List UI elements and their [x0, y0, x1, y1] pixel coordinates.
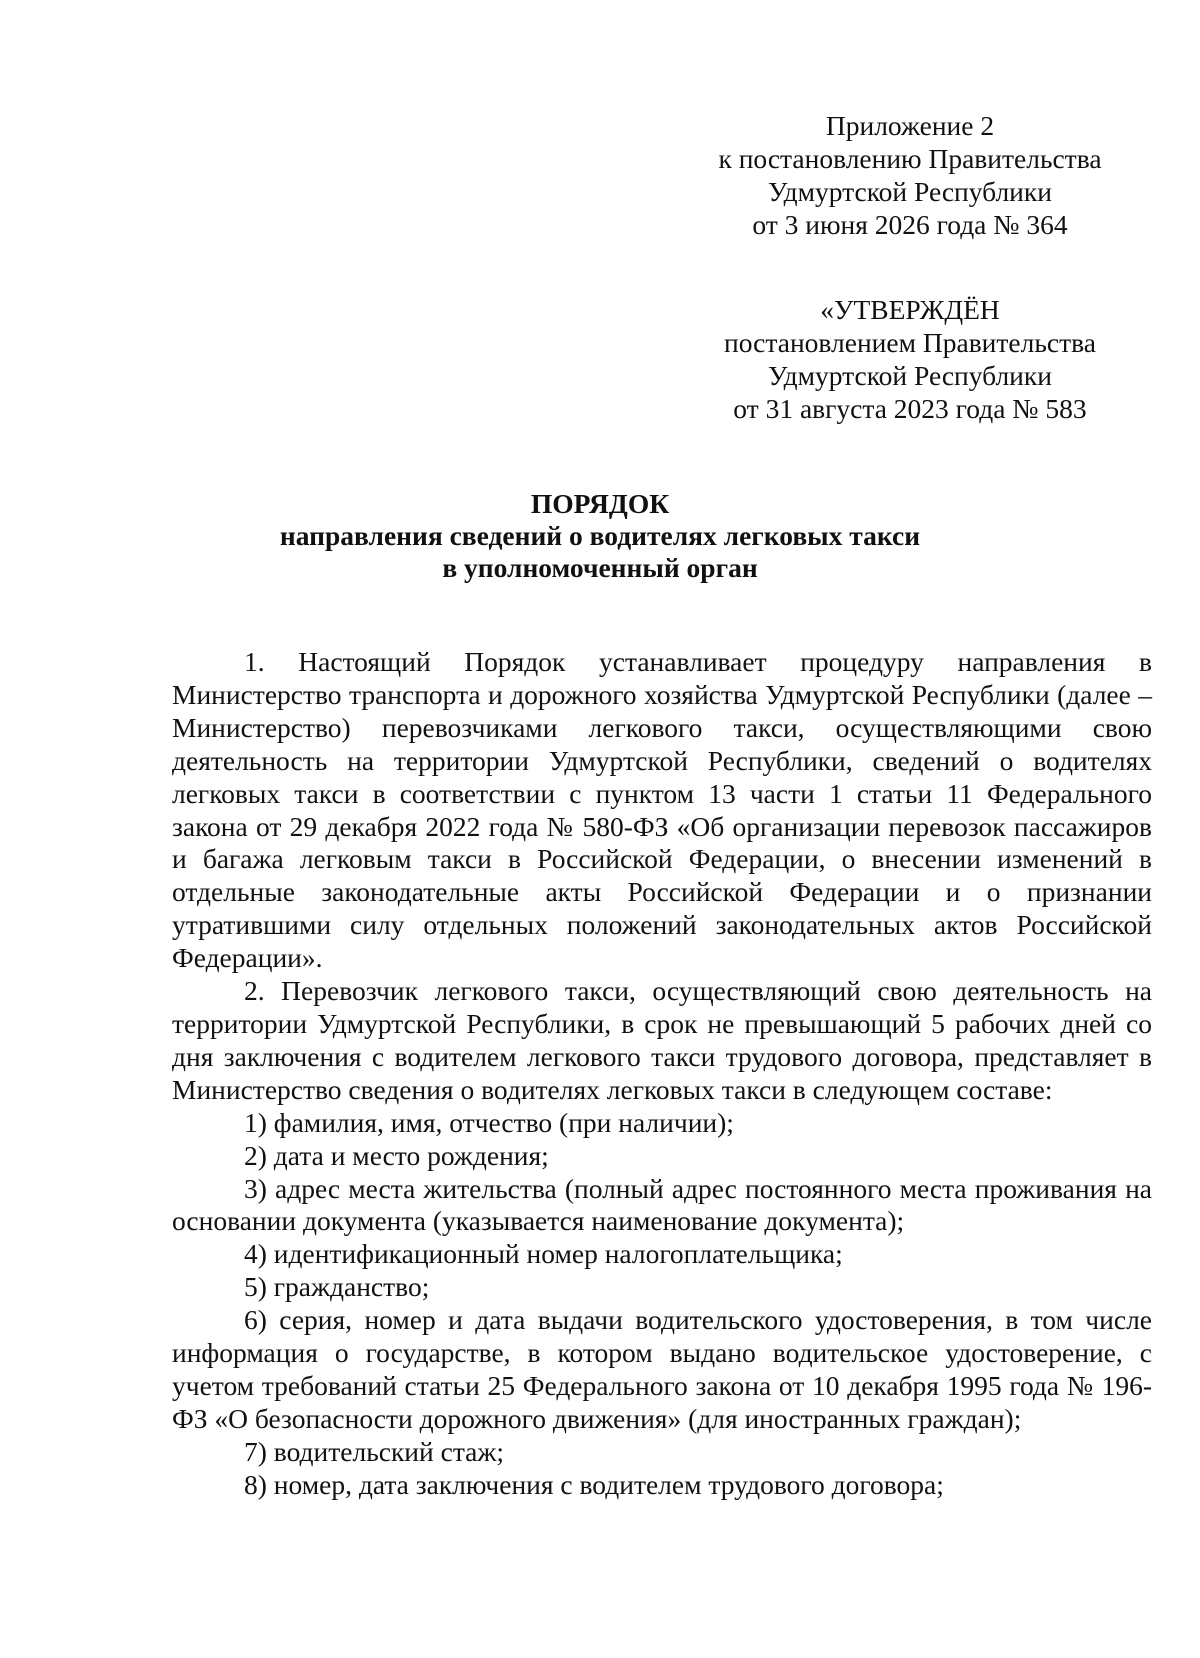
approved-label: «УТВЕРЖДЁН — [820, 294, 1000, 325]
title-subtitle-line1: направления сведений о водителях легковых такси — [279, 520, 921, 551]
title-subtitle-line2: в уполномоченный орган — [442, 552, 758, 583]
document-title — [200, 488, 1000, 584]
list-item: 8) номер, дата заключения с водителем трудового договора; — [244, 1468, 944, 1500]
appendix-number: Приложение 2 — [825, 110, 995, 141]
list-item: 3) адрес места жительства (полный адрес постоянного места проживания на основании документа (указывается наименование документа); — [172, 1172, 1152, 1237]
appendix-reference: к постановлению Правительства — [718, 143, 1102, 174]
appendix-region: Удмуртской Республики — [768, 176, 1052, 207]
paragraph-2: 2. Перевозчик легкового такси, осуществляющий свою деятельность на территории Удмуртской Республики, в срок не превышающий 5 рабочих дней со дня заключения с водителем легкового такси трудового договора, представляет в Министерство сведения о водителях легковых такси в следующем составе: — [172, 975, 1152, 1105]
approved-date: от 31 августа 2023 года № 583 — [733, 393, 1087, 424]
list-item: 4) идентификационный номер налогоплательщика; — [244, 1238, 843, 1270]
list-item: 6) серия, номер и дата выдачи водительского удостоверения, в том числе информация о государстве, в котором выдано водительское удостоверение, с учетом требований статьи 25 Федерального закона от 10 декабря 1995 года № 196-ФЗ «О безопасности дорожного движения» (для иностранных граждан); — [172, 1304, 1152, 1434]
paragraph-1: 1. Настоящий Порядок устанавливает процедуру направления в Министерство транспорта и дорожного хозяйства Удмуртской Республики (далее – Министерство) перевозчиками легкового такси, осуществляющими свою деятельность на территории Удмуртской Республики, сведений о водителях легковых такси в соответствии с пунктом 13 части 1 статьи 11 Федерального закона от 29 декабря 2022 года № 580-ФЗ «Об организации перевозок пассажиров и багажа легковым такси в Российской Федерации, о внесении изменений в отдельные законодательные акты Российской Федерации и о признании утратившими силу отдельных положений законодательных актов Российской Федерации». — [172, 646, 1152, 974]
title-heading: ПОРЯДОК — [530, 488, 670, 519]
appendix-date: от 3 июня 2026 года № 364 — [752, 209, 1068, 240]
appendix-header — [700, 109, 1120, 241]
approval-stamp-text — [690, 293, 1130, 425]
list-item: 7) водительский стаж; — [244, 1435, 505, 1467]
list-item: 2) дата и место рождения; — [244, 1139, 549, 1171]
list-item: 1) фамилия, имя, отчество (при наличии); — [244, 1106, 734, 1138]
approved-region: Удмуртской Республики — [768, 360, 1052, 391]
approved-by: постановлением Правительства — [724, 327, 1096, 358]
list-item: 5) гражданство; — [244, 1271, 430, 1303]
document-body — [172, 646, 1152, 1502]
